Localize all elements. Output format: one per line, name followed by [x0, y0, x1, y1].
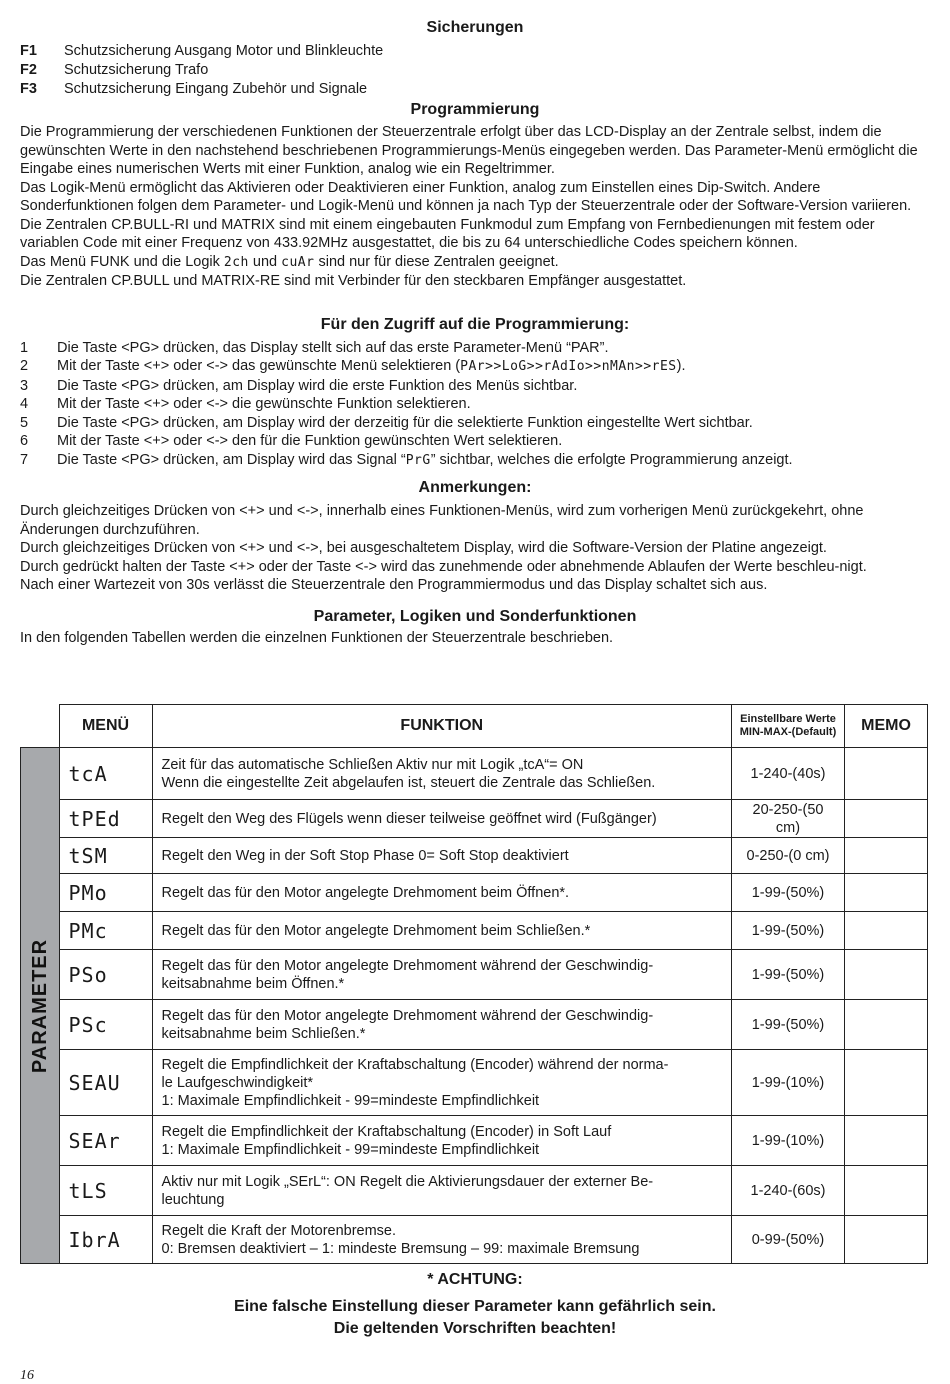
range-value: 1-240-(60s): [732, 1166, 845, 1216]
memo-cell[interactable]: [845, 800, 928, 838]
description-line: Regelt die Empfindlichkeit der Kraftabschaltung (Encoder) während der norma-: [161, 1056, 669, 1073]
table-row: [21, 1050, 928, 1116]
fuse-item: [20, 61, 930, 80]
step-number: 3: [20, 377, 29, 394]
function-description: [152, 1216, 732, 1264]
step-text: Die Taste <PG> drücken, das Display stellt sich auf das erste Parameter-Menü “PAR”.: [57, 339, 609, 356]
memo-cell[interactable]: [845, 1166, 928, 1216]
function-description: [152, 874, 732, 912]
menu-code: tLS: [59, 1166, 152, 1216]
programming-paragraph-1: Die Programmierung der verschiedenen Funktionen der Steuerzentrale erfolgt über das LCD-Display an der Zentrale selbst, indem die gewünschten Werte in den nachstehend beschriebenen Programmierungs-Menüs eingegeben werden. Das Parameter-Menü ermöglicht die Eingabe eines numerischen Werts mit einer Funktion, analog wie ein Regeltrimmer.: [20, 124, 918, 177]
step-text: Mit der Taste <+> oder <-> den für die Funktion gewünschten Wert selektieren.: [57, 433, 563, 449]
note-paragraph: Nach einer Wartezeit von 30s verlässt die Steuerzentrale den Programmiermodus und das Display schaltet sich aus.: [20, 577, 768, 593]
table-row: [21, 1166, 928, 1216]
description-line: keitsabnahme beim Öffnen.*: [161, 975, 345, 992]
warning-line-1: Eine falsche Einstellung dieser Parameter kann gefährlich sein.: [234, 1298, 716, 1315]
fuse-key: F2: [20, 62, 37, 78]
range-value: 1-240-(40s): [732, 748, 845, 800]
lcd-code: PrG: [405, 452, 431, 468]
range-value: 1-99-(50%): [732, 912, 845, 950]
menu-code: PSc: [59, 1000, 152, 1050]
range-value: 0-99-(50%): [732, 1216, 845, 1264]
description-line: Wenn die eingestellte Zeit abgelaufen ist, steuert die Zentrale das Schließen.: [161, 774, 656, 791]
fuse-text: Schutzsicherung Eingang Zubehör und Signale: [64, 81, 368, 97]
memo-cell[interactable]: [845, 950, 928, 1000]
description-line: 1: Maximale Empfindlichkeit - 99=mindeste Empfindlichkeit: [161, 1092, 540, 1109]
note-paragraph: Durch gedrückt halten der Taste <+> oder der Taste <-> wird das zunehmende oder abnehmende Ablaufen der Werte beschleu-nigt.: [20, 558, 867, 575]
warning-title: * ACHTUNG:: [427, 1271, 523, 1288]
step-item: [20, 395, 930, 414]
memo-cell[interactable]: [845, 912, 928, 950]
function-description: [152, 950, 732, 1000]
parameter-side-label: [21, 748, 60, 1264]
programming-paragraph-5: Die Zentralen CP.BULL und MATRIX-RE sind mit Verbinder für den steckbaren Empfänger ausgestattet.: [20, 273, 687, 289]
description-line: leuchtung: [161, 1191, 225, 1208]
table-row: [21, 838, 928, 874]
memo-cell[interactable]: [845, 1216, 928, 1264]
range-value: 1-99-(50%): [732, 950, 845, 1000]
lcd-code-cuar: cuAr: [281, 254, 315, 270]
step-number: 6: [20, 433, 29, 449]
description-line: 1: Maximale Empfindlichkeit - 99=mindeste Empfindlichkeit: [161, 1141, 540, 1158]
step-number: 4: [20, 396, 29, 412]
programming-paragraph-3: Die Zentralen CP.BULL-RI und MATRIX sind mit einem eingebauten Funkmodul zum Empfang von Fernbedienungen mit festem oder variablen Code mit einer Frequenz von 433.92MHz ausgestattet, die bis zu 64 unterschiedliche Codes speichern können.: [20, 216, 875, 251]
lcd-code-2ch: 2ch: [223, 254, 249, 270]
header-menu: MENÜ: [59, 705, 152, 748]
description-line: Zeit für das automatische Schließen Aktiv nur mit Logik „tcA“= ON: [161, 756, 584, 773]
steps-list: [20, 339, 930, 471]
function-description: [152, 1116, 732, 1166]
range-value: 1-99-(50%): [732, 874, 845, 912]
header-memo: MEMO: [845, 705, 928, 748]
fuse-key: F3: [20, 81, 37, 97]
table-row: [21, 1216, 928, 1264]
table-row: [21, 800, 928, 838]
menu-code: tcA: [59, 748, 152, 800]
description-line: Aktiv nur mit Logik „SErL“: ON Regelt die Aktivierungsdauer der externer Be-: [161, 1173, 654, 1190]
step-text: Die Taste <PG> drücken, am Display wird der derzeitig für die selektierte Funktion eingestellte Wert sichtbar.: [57, 414, 753, 431]
step-item: [20, 451, 930, 471]
step-text: Die Taste <PG> drücken, am Display wird die erste Funktion des Menüs sichtbar.: [57, 377, 578, 394]
step-text: Mit der Taste <+> oder <-> die gewünschte Funktion selektieren.: [57, 396, 471, 412]
fuses-heading: Sicherungen: [426, 19, 524, 36]
params-intro: In den folgenden Tabellen werden die einzelnen Funktionen der Steuerzentrale beschrieben.: [20, 629, 614, 646]
description-line: Regelt das für den Motor angelegte Drehmoment beim Öffnen*.: [161, 884, 570, 901]
step-number: 5: [20, 414, 29, 431]
step-number: 2: [20, 358, 29, 374]
description-line: Regelt das für den Motor angelegte Drehmoment während der Geschwindig-: [161, 957, 654, 974]
function-description: [152, 1050, 732, 1116]
table-row: [21, 950, 928, 1000]
memo-cell[interactable]: [845, 874, 928, 912]
range-value: 0-250-(0 cm): [732, 838, 845, 874]
fuses-list: [20, 42, 930, 99]
description-line: keitsabnahme beim Schließen.*: [161, 1025, 366, 1042]
memo-cell[interactable]: [845, 1050, 928, 1116]
memo-cell[interactable]: [845, 1000, 928, 1050]
programming-heading: Programmierung: [410, 101, 540, 118]
menu-code: PSo: [59, 950, 152, 1000]
document-page: [20, 0, 930, 647]
header-range: Einstellbare Werte MIN-MAX-(Default): [732, 705, 845, 748]
range-value: 1-99-(10%): [732, 1050, 845, 1116]
description-line: Regelt die Empfindlichkeit der Kraftabschaltung (Encoder) in Soft Lauf: [161, 1123, 612, 1140]
function-description: [152, 838, 732, 874]
function-description: [152, 1000, 732, 1050]
description-line: Regelt das für den Motor angelegte Drehmoment während der Geschwindig-: [161, 1007, 654, 1024]
description-line: 0: Bremsen deaktiviert – 1: mindeste Bremsung – 99: maximale Bremsung: [161, 1240, 640, 1257]
description-line: le Laufgeschwindigkeit*: [161, 1074, 314, 1091]
step-item: [20, 339, 930, 358]
fuse-text: Schutzsicherung Ausgang Motor und Blinkleuchte: [64, 43, 384, 59]
table-row: [21, 1116, 928, 1166]
description-line: Regelt den Weg in der Soft Stop Phase 0= Soft Stop deaktiviert: [161, 847, 569, 864]
table-header-row: [21, 705, 928, 748]
step-text: Mit der Taste <+> oder <-> das gewünschte Menü selektieren (PAr>>LoG>>rAdIo>>nMAn>>rES).: [57, 358, 686, 374]
menu-code: tSM: [59, 838, 152, 874]
side-label-text: PARAMETER: [28, 938, 51, 1073]
description-line: Regelt die Kraft der Motorenbremse.: [161, 1222, 397, 1239]
range-value: 1-99-(50%): [732, 1000, 845, 1050]
warning-line-2: Die geltenden Vorschriften beachten!: [333, 1320, 617, 1337]
step-text: Die Taste <PG> drücken, am Display wird das Signal “PrG” sichtbar, welches die erfolgte Programmierung anzeigt.: [57, 451, 793, 468]
header-function: FUNKTION: [152, 705, 732, 748]
step-item: [20, 357, 930, 377]
fuse-key: F1: [20, 43, 37, 59]
fuse-text: Schutzsicherung Trafo: [64, 62, 209, 78]
programming-paragraph-2: Das Logik-Menü ermöglicht das Aktivieren oder Deaktivieren einer Funktion, analog zum Einstellen eines Dip-Switch. Andere Sonderfunktionen folgen dem Parameter- und Logik-Menü und können ja nach Typ der Steuerzentrale oder der Software-Version variieren.: [20, 179, 912, 214]
access-heading: Für den Zugriff auf die Programmierung:: [320, 315, 630, 333]
step-item: [20, 432, 930, 451]
function-description: [152, 1166, 732, 1216]
fuse-item: [20, 42, 930, 61]
step-number: 7: [20, 451, 29, 468]
step-item: [20, 414, 930, 433]
table-row: [21, 748, 928, 800]
menu-code: IbrA: [59, 1216, 152, 1264]
memo-cell[interactable]: [845, 1116, 928, 1166]
function-description: [152, 748, 732, 800]
table-row: [21, 874, 928, 912]
page-number: 16: [20, 1368, 34, 1383]
menu-code: PMo: [59, 874, 152, 912]
table-row: [21, 912, 928, 950]
description-line: Regelt den Weg des Flügels wenn dieser teilweise geöffnet wird (Fußgänger): [161, 810, 657, 827]
menu-code: SEAr: [59, 1116, 152, 1166]
note-paragraph: Durch gleichzeitiges Drücken von <+> und <->, innerhalb eines Funktionen-Menüs, wird zum vorherigen Menü zurückgekehrt, ohne Änderungen durchzuführen.: [20, 503, 864, 538]
notes-heading: Anmerkungen:: [418, 479, 532, 496]
table-row: [21, 1000, 928, 1050]
lcd-code: PAr>>LoG>>rAdIo>>nMAn>>rES: [460, 359, 677, 374]
description-line: Regelt das für den Motor angelegte Drehmoment beim Schließen.*: [161, 922, 591, 939]
step-item: [20, 377, 930, 396]
function-description: [152, 800, 732, 838]
menu-code: tPEd: [59, 800, 152, 838]
range-value: 20-250-(50 cm): [732, 800, 845, 838]
menu-code: SEAU: [59, 1050, 152, 1116]
menu-code: PMc: [59, 912, 152, 950]
note-paragraph: Durch gleichzeitiges Drücken von <+> und <->, bei ausgeschaltetem Display, wird die Software-Version der Platine angezeigt.: [20, 540, 827, 556]
function-description: [152, 912, 732, 950]
memo-cell[interactable]: [845, 838, 928, 874]
programming-paragraph-4: Das Menü FUNK und die Logik 2ch und cuAr sind nur für diese Zentralen geeignet.: [20, 253, 559, 270]
range-value: 1-99-(10%): [732, 1116, 845, 1166]
step-number: 1: [20, 339, 29, 356]
parameter-table: [20, 704, 928, 1264]
memo-cell[interactable]: [845, 748, 928, 800]
fuse-item: [20, 80, 930, 99]
notes-list: [20, 502, 930, 595]
params-heading: Parameter, Logiken und Sonderfunktionen: [313, 607, 637, 625]
